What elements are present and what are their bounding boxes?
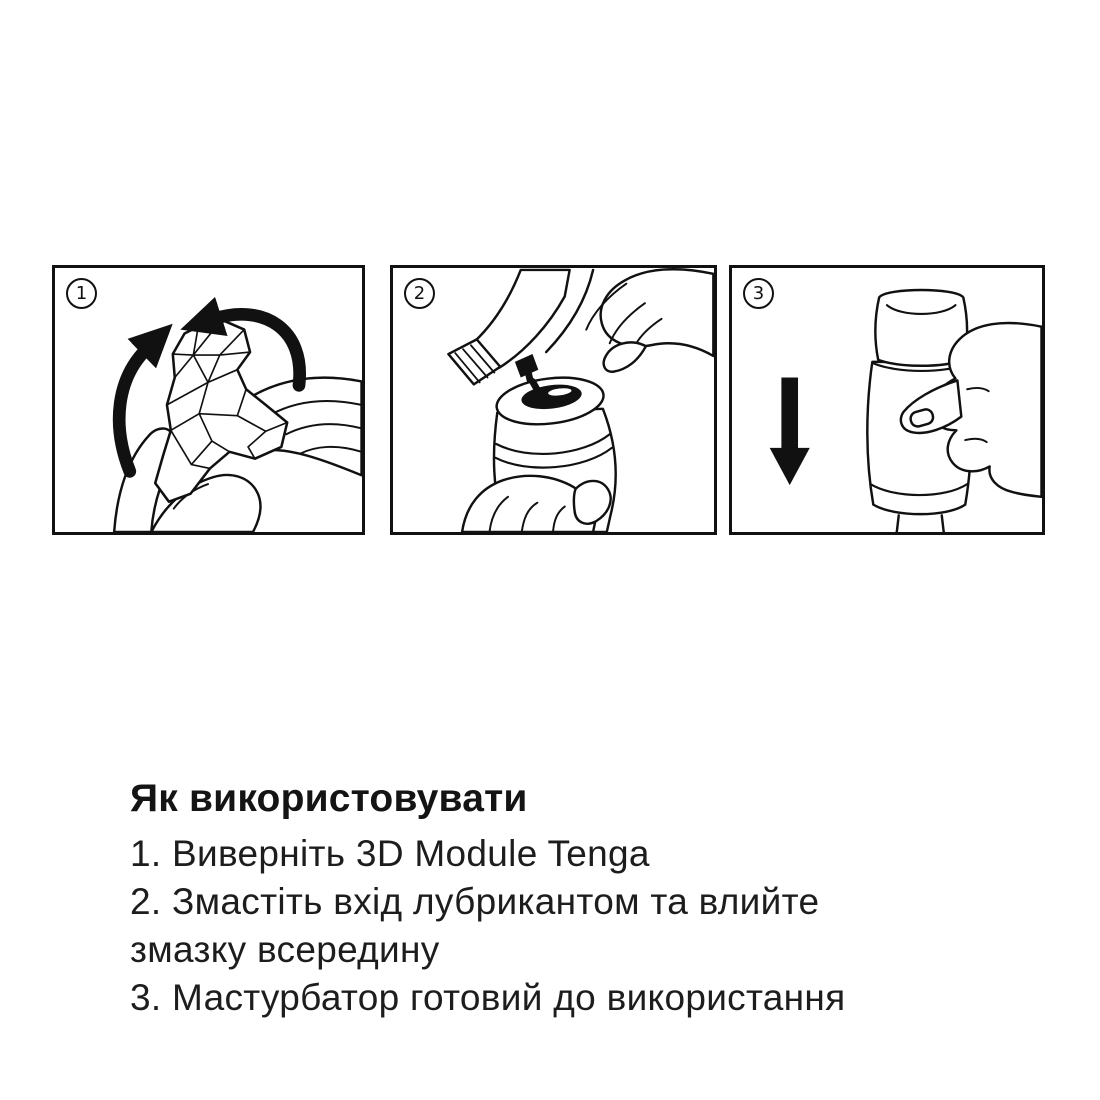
step-panel-3 xyxy=(729,265,1045,535)
instructions-title: Як використовувати xyxy=(130,777,528,820)
step-panel-1 xyxy=(52,265,365,535)
lower-hand xyxy=(462,476,611,532)
instruction-line-2: 2. Змастіть вхід лубрикантом та влийте xyxy=(130,881,820,922)
flip-sleeve-illustration xyxy=(55,268,362,532)
step-3-badge: 3 xyxy=(743,278,774,309)
step-panel-2 xyxy=(390,265,717,535)
instructions-block xyxy=(130,778,845,1022)
instruction-line-2-wrap: змазку всередину xyxy=(130,929,440,970)
upper-hand xyxy=(586,269,713,371)
pour-lubricant-illustration xyxy=(393,268,714,532)
down-arrow-icon xyxy=(770,378,810,486)
ready-device-illustration xyxy=(732,268,1042,532)
instruction-line-3: 3. Мастурбатор готовий до використання xyxy=(130,977,846,1018)
lubricant-tube xyxy=(448,270,593,384)
step-1-badge: 1 xyxy=(66,278,97,309)
step-2-badge: 2 xyxy=(404,278,435,309)
instruction-line-1: 1. Виверніть 3D Module Tenga xyxy=(130,833,650,874)
